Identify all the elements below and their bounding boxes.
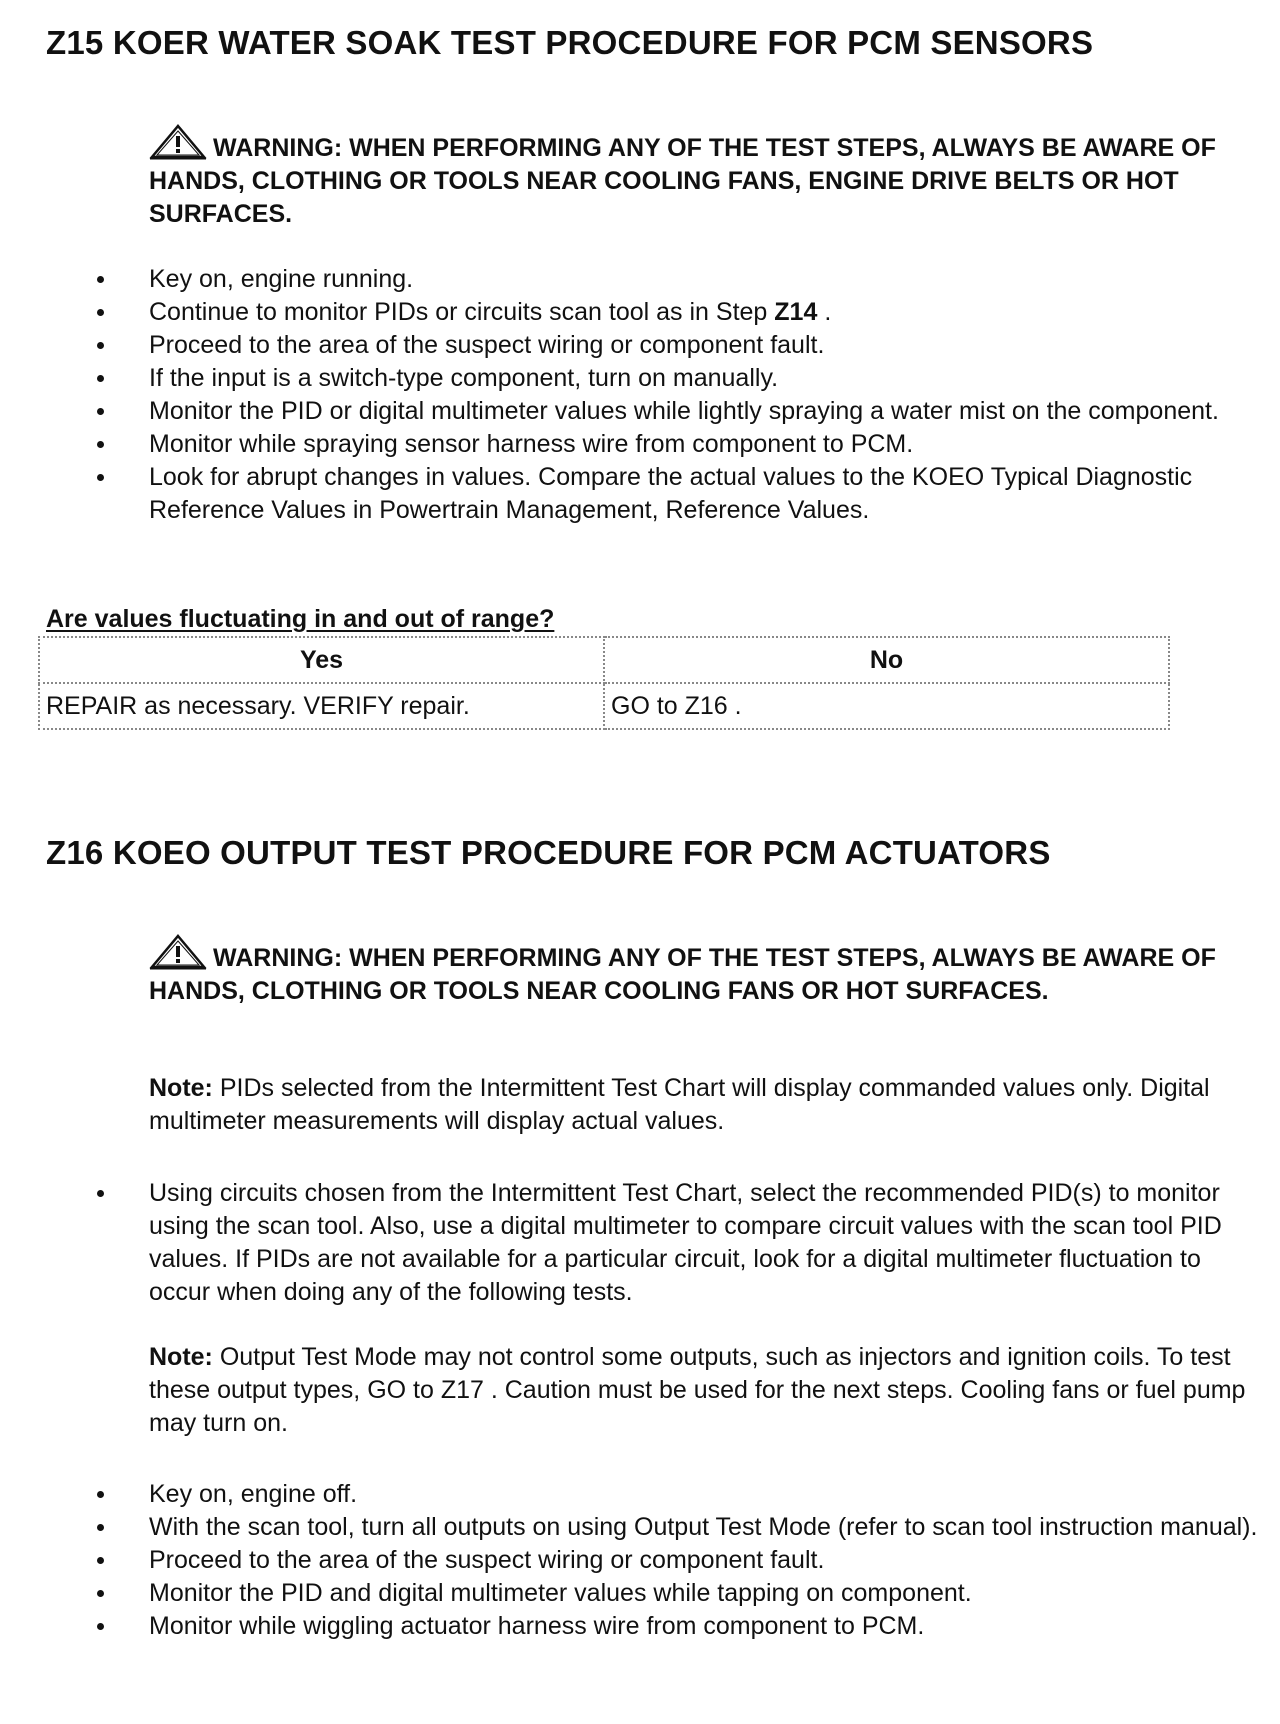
bullet-icon	[97, 408, 104, 415]
warning-z15-text: WARNING: WHEN PERFORMING ANY OF THE TEST STEPS, ALWAYS BE AWARE OF HANDS, CLOTHING OR TOOLS NEAR COOLING FANS, ENGINE DRIVE BELTS OR HOT SURFACES.	[149, 134, 1216, 228]
note-text: PIDs selected from the Intermittent Test Chart will display commanded values only. Digital multimeter measurements will display actual values.	[149, 1074, 1210, 1135]
bullet-icon	[97, 276, 104, 283]
yes-header: Yes	[39, 637, 604, 683]
bullet-icon	[97, 1557, 104, 1564]
list-item	[0, 461, 1280, 527]
bullet-icon	[97, 1623, 104, 1630]
list-item	[0, 1577, 1280, 1610]
z16-step-list	[0, 1478, 1280, 1643]
list-item-text: Proceed to the area of the suspect wiring or component fault.	[149, 1546, 825, 1574]
bullet-icon	[97, 342, 104, 349]
list-item	[0, 1544, 1280, 1577]
bullet-icon	[97, 1190, 104, 1197]
bullet-icon	[97, 441, 104, 448]
yes-answer: REPAIR as necessary. VERIFY repair.	[39, 683, 604, 729]
decision-table	[38, 636, 1170, 730]
list-item-text: Look for abrupt changes in values. Compare the actual values to the KOEO Typical Diagnostic Reference Values in Powertrain Management, Reference Values.	[149, 463, 1193, 524]
list-item-text: Key on, engine off.	[149, 1480, 358, 1508]
z16-circuits-list	[0, 1177, 1280, 1309]
list-item	[0, 1478, 1280, 1511]
note-label: Note:	[149, 1074, 213, 1102]
note-pids	[149, 1072, 1259, 1138]
list-item-text: Monitor the PID and digital multimeter values while tapping on component.	[149, 1579, 972, 1607]
list-item	[0, 1511, 1280, 1544]
list-item	[0, 395, 1280, 428]
list-item-text: Monitor while spraying sensor harness wire from component to PCM.	[149, 430, 914, 458]
list-item-text: Monitor while wiggling actuator harness wire from component to PCM.	[149, 1612, 925, 1640]
list-item	[0, 1610, 1280, 1643]
note-output-test	[149, 1341, 1259, 1440]
bullet-icon	[97, 375, 104, 382]
list-item	[0, 428, 1280, 461]
list-item-text: With the scan tool, turn all outputs on using Output Test Mode (refer to scan tool instruction manual).	[149, 1513, 1258, 1541]
warning-z16-text: WARNING: WHEN PERFORMING ANY OF THE TEST STEPS, ALWAYS BE AWARE OF HANDS, CLOTHING OR TOOLS NEAR COOLING FANS OR HOT SURFACES.	[149, 944, 1216, 1005]
warning-z16	[149, 934, 1259, 1008]
list-item	[0, 296, 1280, 329]
list-item-text: Continue to monitor PIDs or circuits scan tool as in Step	[149, 298, 775, 326]
z15-step-list	[0, 263, 1280, 527]
list-item-text: .	[817, 298, 832, 326]
warning-triangle-icon	[149, 934, 207, 970]
bullet-icon	[97, 1524, 104, 1531]
table-row	[39, 683, 1169, 729]
bullet-icon	[97, 1590, 104, 1597]
no-header: No	[604, 637, 1169, 683]
step-reference: Z14	[774, 298, 818, 326]
section-title-z15: Z15 KOER WATER SOAK TEST PROCEDURE FOR PCM SENSORS	[46, 24, 1094, 61]
bullet-icon	[97, 474, 104, 481]
warning-triangle-icon	[149, 124, 207, 160]
list-item-text: Proceed to the area of the suspect wiring or component fault.	[149, 331, 825, 359]
section-title-z16: Z16 KOEO OUTPUT TEST PROCEDURE FOR PCM ACTUATORS	[46, 834, 1051, 871]
no-answer: GO to Z16 .	[604, 683, 1169, 729]
list-item-text: If the input is a switch-type component, turn on manually.	[149, 364, 779, 392]
warning-z15	[149, 124, 1259, 231]
list-item	[0, 1177, 1280, 1309]
list-item	[0, 329, 1280, 362]
list-item	[0, 362, 1280, 395]
bullet-icon	[97, 1491, 104, 1498]
note-label: Note:	[149, 1343, 213, 1371]
table-header-row	[39, 637, 1169, 683]
list-item	[0, 263, 1280, 296]
decision-question: Are values fluctuating in and out of range?	[46, 605, 555, 633]
list-item-text: Using circuits chosen from the Intermittent Test Chart, select the recommended PID(s) to monitor using the scan tool. Also, use a digital multimeter to compare circuit values with the scan tool PID values. If PIDs are not available for a particular circuit, look for a digital multimeter fluctuation to occur when doing any of the following tests.	[149, 1179, 1222, 1306]
list-item-text: Key on, engine running.	[149, 265, 414, 293]
note-text: Output Test Mode may not control some outputs, such as injectors and ignition coils. To test these output types, GO to Z17 . Caution must be used for the next steps. Cooling fans or fuel pump may turn on.	[149, 1343, 1246, 1437]
list-item-text: Monitor the PID or digital multimeter values while lightly spraying a water mist on the component.	[149, 397, 1219, 425]
bullet-icon	[97, 309, 104, 316]
